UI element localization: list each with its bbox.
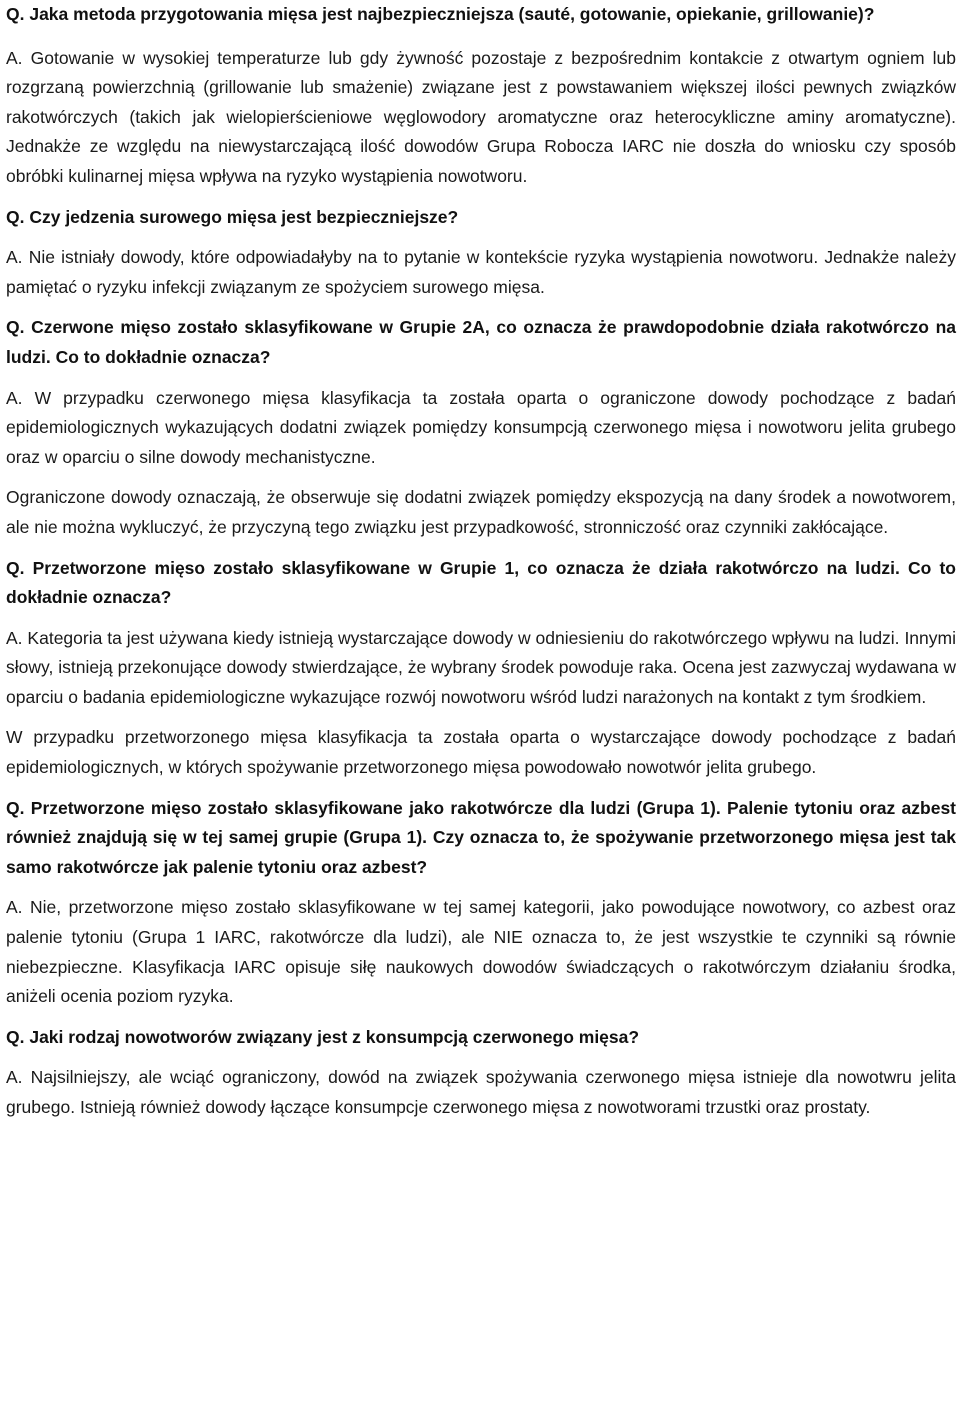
answer-paragraph: A. Najsilniejszy, ale wciąć ograniczony, dowód na związek spożywania czerwonego mięsa istnieje dla nowotwru jelita grubego. Istnieją również dowody łączące konsumpcje czerwonego mięsa z nowotworami trzustki oraz prostaty. — [6, 1067, 956, 1117]
answer-paragraph: A. W przypadku czerwonego mięsa klasyfikacja ta została oparta o ograniczone dowody pochodzące z badań epidemiologicznych wykazujących dodatni związek pomiędzy konsumpcją czerwonego mięsa i nowotworu jelita grubego oraz w oparciu o silne dowody mechanistyczne. — [6, 387, 956, 467]
answer-paragraph: Ograniczone dowody oznaczają, że obserwuje się dodatni związek pomiędzy ekspozycją na dany środek a nowotworem, ale nie można wykluczyć, że przyczyną tego związku jest przypadkowość, stronniczość oraz czynniki zakłócające. — [6, 487, 956, 537]
question-paragraph: Q. Przetworzone mięso zostało sklasyfikowane w Grupie 1, co oznacza że działa rakotwórczo na ludzi. Co to dokładnie oznacza? — [6, 557, 956, 608]
question-paragraph: Q. Czy jedzenia surowego mięsa jest bezpieczniejsze? — [6, 206, 459, 227]
answer-paragraph: A. Gotowanie w wysokiej temperaturze lub gdy żywność pozostaje z bezpośrednim kontakcie z otwartym ogniem lub rozgrzaną powierzchnią (grillowanie lub smażenie) związane jest z powstawaniem większej ilości pewnych związków rakotwórczych (takich jak wielopierścieniowe węglowodory aromatyczne oraz heterocykliczne aminy aromatyczne). Jednakże ze względu na niewystarczającą ilość dowodów Grupa Robocza IARC nie doszła do wniosku czy sposób obróbki kulinarnej mięsa wpływa na ryzyko wystąpienia nowotworu. — [6, 47, 956, 186]
question-paragraph: Q. Jaki rodzaj nowotworów związany jest z konsumpcją czerwonego mięsa? — [6, 1026, 640, 1047]
answer-paragraph: W przypadku przetworzonego mięsa klasyfikacja ta została oparta o wystarczające dowody pochodzące z badań epidemiologicznych, w których spożywanie przetworzonego mięsa powodowało nowotwór jelita grubego. — [6, 727, 956, 778]
answer-paragraph: A. Nie, przetworzone mięso zostało sklasyfikowane w tej samej kategorii, jako powodujące nowotwory, co azbest oraz palenie tytoniu (Grupa 1 IARC, rakotwórcze dla ludzi), ale NIE oznacza to, że jest wszystkie te czynniki są równie niebezpieczne. Klasyfikacja IARC opisuje siłę naukowych dowodów świadczących o rakotwórczym działaniu środka, aniżeli ocenia poziom ryzyka. — [6, 897, 956, 1007]
question-paragraph: Q. Czerwone mięso zostało sklasyfikowane w Grupie 2A, co oznacza że prawdopodobnie działa rakotwórczo na ludzi. Co to dokładnie oznacza? — [6, 317, 956, 367]
question-paragraph: Q. Jaka metoda przygotowania mięsa jest najbezpieczniejsza (sauté, gotowanie, opiekanie, grillowanie)? — [6, 4, 875, 24]
answer-paragraph: A. Nie istniały dowody, które odpowiadałyby na to pytanie w kontekście ryzyka wystąpienia nowotworu. Jednakże należy pamiętać o ryzyku infekcji związanym ze spożyciem surowego mięsa. — [6, 247, 956, 297]
answer-paragraph: A. Kategoria ta jest używana kiedy istnieją wystarczające dowody w odniesieniu do rakotwórczego wpływu na ludzi. Innymi słowy, istnieją przekonujące dowody stwierdzające, że wybrany środek powoduje raka. Ocena jest zazwyczaj wydawana w oparciu o badania epidemiologiczne wykazujące rozwój nowotworu wśród ludzi narażonych na kontakt z tym środkiem. — [6, 627, 956, 707]
question-paragraph: Q. Przetworzone mięso zostało sklasyfikowane jako rakotwórcze dla ludzi (Grupa 1). Palenie tytoniu oraz azbest również znajdują się w tej samej grupie (Grupa 1). Czy oznacza to, że spożywanie przetworzonego mięsa jest tak samo rakotwórcze jak palenie tytoniu oraz azbest? — [6, 797, 956, 877]
